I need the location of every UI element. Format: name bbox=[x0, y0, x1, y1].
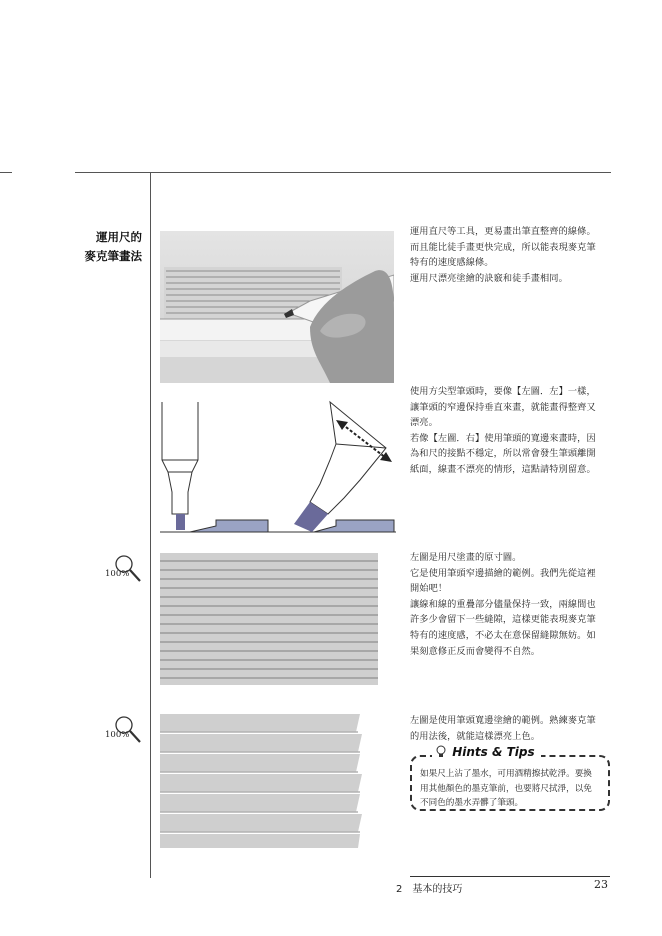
top-rule bbox=[75, 172, 611, 173]
hints-tips-body bbox=[420, 767, 604, 811]
zoom-label-2: 100% bbox=[105, 730, 130, 740]
zoom-indicator-2 bbox=[104, 714, 144, 750]
narrow-edge-sample bbox=[160, 553, 382, 687]
text-line: 讓線和線的重疊部分儘量保持一致，兩線間也 bbox=[410, 598, 596, 610]
margin-divider bbox=[150, 172, 151, 878]
tips-line: 用其他顏色的墨克筆前，也要將尺拭淨，以免 bbox=[420, 783, 592, 794]
text-line: 讓筆頭的窄邊保持垂直來畫，就能畫得整齊又 bbox=[410, 401, 596, 413]
wide-edge-sample bbox=[160, 714, 366, 848]
tips-line: 如果尺上沾了墨水，可用酒精擦拭乾淨。要換 bbox=[420, 769, 592, 779]
side-title-line-1: 運用尺的 bbox=[96, 230, 142, 244]
zoom-indicator-1 bbox=[104, 553, 144, 589]
marker-angle-illustration bbox=[160, 396, 400, 536]
hints-tips-heading bbox=[432, 744, 541, 759]
text-line: 而且能比徒手畫更快完成，所以能表現麥克筆 bbox=[410, 241, 596, 253]
paragraph-ruler-intro bbox=[410, 224, 614, 286]
tips-line: 不同色的墨水弄髒了筆頭。 bbox=[420, 798, 524, 808]
top-rule-stub bbox=[0, 172, 12, 173]
marker-tip-diagram bbox=[160, 396, 400, 536]
text-line: 為和尺的接點不穩定，所以常會發生筆頭離開 bbox=[410, 448, 596, 460]
text-line: 的用法後，就能這樣漂亮上色。 bbox=[410, 730, 541, 742]
text-line: 運用尺漂亮塗繪的訣竅和徒手畫相同。 bbox=[410, 272, 568, 284]
text-line: 紙面，線畫不漂亮的情形，這點請特別留意。 bbox=[410, 463, 596, 475]
text-line: 左圖是使用筆頭寬邊塗繪的範例。熟練麥克筆 bbox=[410, 715, 596, 726]
section-side-title bbox=[78, 228, 142, 266]
hints-tips-title: Hints & Tips bbox=[452, 745, 535, 759]
text-line: 許多少會留下一些縫隙，這樣更能表現麥克筆 bbox=[410, 614, 596, 626]
narrow-stroke-illustration bbox=[160, 553, 382, 687]
paragraph-wide-edge bbox=[410, 713, 614, 744]
paragraph-narrow-edge bbox=[410, 550, 614, 659]
text-line: 開始吧！ bbox=[410, 583, 448, 595]
text-line: 它是使用筆頭窄邊描繪的範例。我們先從這裡 bbox=[410, 567, 596, 579]
text-line: 運用直尺等工具，更易畫出筆直整齊的線條。 bbox=[410, 226, 596, 237]
zoom-label-1: 100% bbox=[105, 569, 130, 579]
text-line: 使用方尖型筆頭時，要像【左圖．左】一樣， bbox=[410, 386, 596, 397]
page-number: 23 bbox=[594, 878, 608, 891]
ruler-drawing-illustration bbox=[160, 231, 394, 383]
lightbulb-icon bbox=[434, 744, 448, 758]
text-line: 果刻意修正反而會變得不自然。 bbox=[410, 645, 541, 657]
text-line: 漂亮。 bbox=[410, 417, 438, 429]
text-line: 特有的速度感，不必太在意保留縫隙無妨。如 bbox=[410, 629, 596, 641]
paragraph-marker-tip bbox=[410, 384, 614, 478]
text-line: 左圖是用尺塗畫的原寸圖。 bbox=[410, 552, 522, 563]
footer-rule bbox=[410, 876, 610, 877]
text-line: 特有的速度感線條。 bbox=[410, 257, 494, 269]
footer-chapter-title: 2 基本的技巧 bbox=[396, 884, 463, 895]
ruler-drawing-photo bbox=[160, 231, 394, 383]
side-title-line-2: 麥克筆畫法 bbox=[84, 249, 142, 263]
text-line: 若像【左圖．右】使用筆頭的寬邊來畫時，因 bbox=[410, 432, 596, 444]
wide-stroke-illustration bbox=[160, 714, 366, 848]
